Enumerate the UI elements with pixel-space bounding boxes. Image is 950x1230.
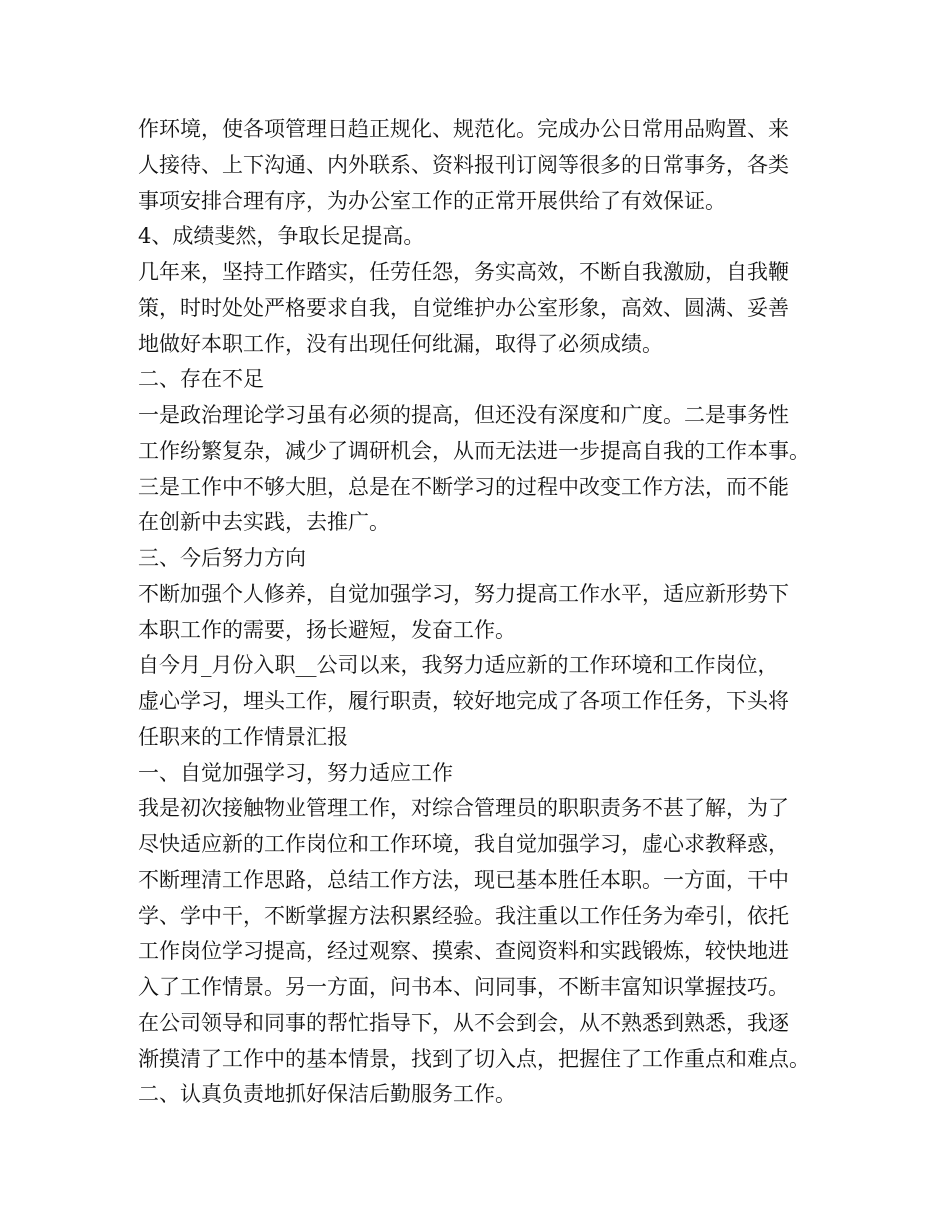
text-line: 不断加强个人修养，自觉加强学习，努力提高工作水平，适应新形势下 (138, 581, 789, 606)
text-line: 一是政治理论学习虽有必须的提高，但还没有深度和广度。二是事务性 (138, 403, 789, 427)
text-line: 尽快适应新的工作岗位和工作环境，我自觉加强学习，虚心求教释惑， (138, 832, 789, 856)
text-line: 学、学中干，不断掌握方法积累经验。我注重以工作任务为牵引，依托 (138, 903, 789, 928)
text-line: 工作岗位学习提高，经过观察、摸索、查阅资料和实践锻炼，较快地进 (138, 939, 789, 964)
text-line: 本职工作的需要，扬长避短，发奋工作。 (138, 617, 516, 642)
text-line: 自今月_月份入职__公司以来，我努力适应新的工作环境和工作岗位， (138, 653, 779, 678)
section-heading: 4、成绩斐然，争取长足提高。 (138, 224, 425, 249)
text-line: 几年来，坚持工作踏实，任劳任怨，务实高效，不断自我激励，自我鞭 (138, 260, 789, 284)
text-line: 入了工作情景。另一方面，问书本、问同事，不断丰富知识掌握技巧。 (138, 975, 789, 999)
text-line: 事项安排合理有序，为办公室工作的正常开展供给了有效保证。 (138, 188, 726, 213)
text-line: 在公司领导和同事的帮忙指导下，从不会到会，从不熟悉到熟悉，我逐 (138, 1010, 789, 1035)
section-heading: 三、今后努力方向 (138, 546, 306, 570)
text-line: 任职来的工作情景汇报 (138, 724, 348, 749)
text-line: 渐摸清了工作中的基本情景，找到了切入点，把握住了工作重点和难点。 (138, 1046, 810, 1071)
text-line: 工作纷繁复杂，减少了调研机会，从而无法进一步提高自我的工作本事。 (138, 438, 810, 463)
text-line: 在创新中去实践，去推广。 (138, 510, 390, 535)
text-line: 三是工作中不够大胆，总是在不断学习的过程中改变工作方法，而不能 (138, 474, 789, 499)
text-line: 人接待、上下沟通、内外联系、资料报刊订阅等很多的日常事务，各类 (138, 152, 789, 177)
document-body (138, 112, 838, 1113)
text-line: 我是初次接触物业管理工作，对综合管理员的职职责务不甚了解，为了 (138, 796, 789, 821)
text-line: 策，时时处处严格要求自我，自觉维护办公室形象，高效、圆满、妥善 (138, 295, 789, 320)
section-heading: 二、认真负责地抓好保洁后勤服务工作。 (138, 1082, 516, 1107)
text-line: 虚心学习，埋头工作，履行职责，较好地完成了各项工作任务，下头将 (138, 689, 789, 713)
text-line: 地做好本职工作，没有出现任何纰漏，取得了必须成绩。 (138, 331, 663, 356)
section-heading: 一、自觉加强学习，努力适应工作 (138, 760, 453, 785)
text-line: 作环境，使各项管理日趋正规化、规范化。完成办公日常用品购置、来 (138, 117, 789, 141)
text-line: 不断理清工作思路，总结工作方法，现已基本胜任本职。一方面，干中 (138, 867, 789, 892)
section-heading: 二、存在不足 (138, 367, 264, 392)
